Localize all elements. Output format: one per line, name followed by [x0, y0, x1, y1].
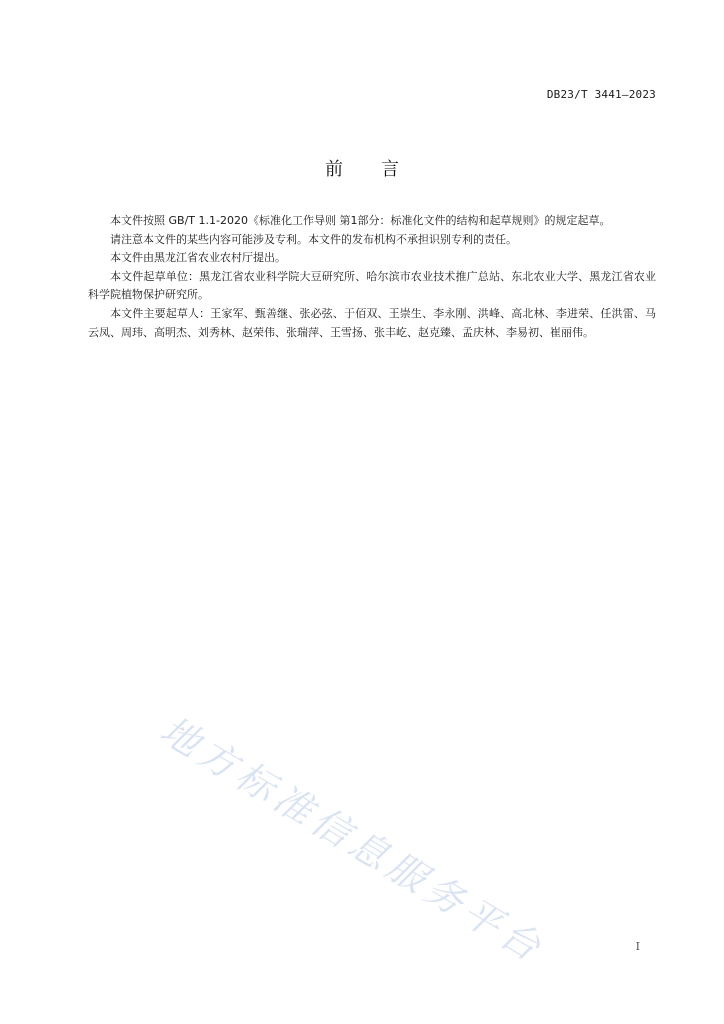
page-number: I: [635, 940, 640, 953]
title-char-2: 言: [381, 159, 399, 180]
paragraph-drafters: 本文件主要起草人：王家军、甄善继、张必弦、于佰双、王崇生、李永刚、洪峰、高北林、李进荣、任洪雷、马云凤、周玮、高明杰、刘秀林、赵荣伟、张瑞萍、王雪扬、张丰屹、赵克臻、孟庆林、李易初、崔丽伟。: [88, 306, 656, 339]
title-char-1: 前: [325, 159, 343, 180]
page-title: [0, 155, 724, 181]
standard-code: DB23/T 3441—2023: [546, 88, 656, 101]
paragraph-patent-notice: 请注意本文件的某些内容可能涉及专利。本文件的发布机构不承担识别专利的责任。: [110, 232, 517, 246]
paragraph-proposer: 本文件由黑龙江省农业农村厅提出。: [110, 251, 286, 265]
paragraph-drafting-units: 本文件起草单位：黑龙江省农业科学院大豆研究所、哈尔滨市农业技术推广总站、东北农业大学、黑龙江省农业科学院植物保护研究所。: [88, 269, 656, 302]
foreword-body: [88, 212, 656, 342]
watermark: 地方标准信息服务平台: [152, 707, 553, 973]
paragraph-standard-basis: 本文件按照 GB/T 1.1-2020《标准化工作导则 第1部分：标准化文件的结构和起草规则》的规定起草。: [110, 214, 611, 227]
